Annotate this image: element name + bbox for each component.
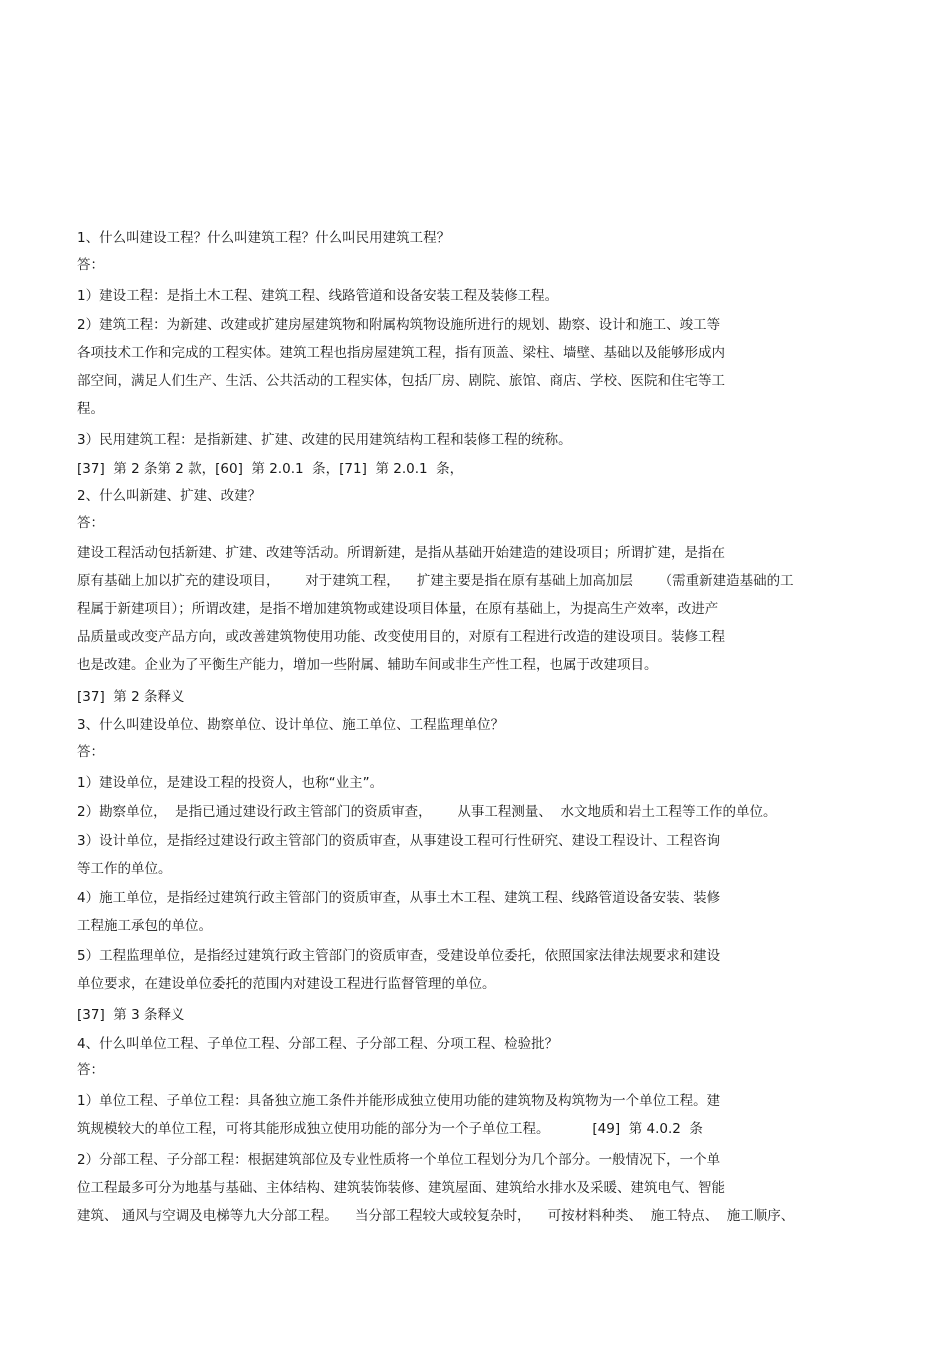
text-line: 原有基础上加以扩充的建设项目， 对于建筑工程， 扩建主要是指在原有基础上加高加层 （需重新建造基础的工 [77, 573, 794, 589]
text-line: [37] 第 2 条第 2 款，[60] 第 2.0.1 条，[71] 第 2.0.1 条， [77, 461, 464, 477]
text-line: 筑规模较大的单位工程，可将其能形成独立使用功能的部分为一个子单位工程。 [49] 第 4.0.2 条 [77, 1121, 703, 1137]
text-line: 程。 [77, 401, 104, 417]
text-line: 1）单位工程、子单位工程：具备独立施工条件并能形成独立使用功能的建筑物及构筑物为一个单位工程。建 [77, 1093, 721, 1109]
text-line: 也是改建。企业为了平衡生产能力，增加一些附属、辅助车间或非生产性工程，也属于改建项目。 [77, 657, 658, 673]
text-line: 4）施工单位，是指经过建筑行政主管部门的资质审查，从事土木工程、建筑工程、线路管道设备安装、装修 [77, 890, 721, 906]
text-line: 各项技术工作和完成的工程实体。建筑工程也指房屋建筑工程，指有顶盖、梁柱、墙壁、基础以及能够形成内 [77, 345, 725, 361]
text-line: 4、什么叫单位工程、子单位工程、分部工程、子分部工程、分项工程、检验批？ [77, 1036, 559, 1052]
text-line: 部空间，满足人们生产、生活、公共活动的工程实体，包括厂房、剧院、旅馆、商店、学校、医院和住宅等工 [77, 373, 725, 389]
text-line: 5）工程监理单位，是指经过建筑行政主管部门的资质审查，受建设单位委托，依照国家法律法规要求和建设 [77, 948, 721, 964]
text-line: 单位要求，在建设单位委托的范围内对建设工程进行监督管理的单位。 [77, 976, 496, 992]
text-line: 答： [77, 515, 104, 531]
text-line: 2、什么叫新建、扩建、改建？ [77, 488, 262, 504]
text-line: 1、什么叫建设工程？什么叫建筑工程？什么叫民用建筑工程？ [77, 230, 451, 246]
text-line: 建筑、 通风与空调及电梯等九大分部工程。 当分部工程较大或较复杂时， 可按材料种类、 施工特点、 施工顺序、 [77, 1208, 795, 1224]
text-line: 答： [77, 257, 104, 273]
text-line: 3、什么叫建设单位、勘察单位、设计单位、施工单位、工程监理单位？ [77, 717, 505, 733]
text-line: 位工程最多可分为地基与基础、主体结构、建筑装饰装修、建筑屋面、建筑给水排水及采暖、建筑电气、智能 [77, 1180, 725, 1196]
text-line: 2）分部工程、子分部工程：根据建筑部位及专业性质将一个单位工程划分为几个部分。一般情况下，一个单 [77, 1152, 721, 1168]
text-line: [37] 第 2 条释义 [77, 689, 185, 705]
text-line: 3）民用建筑工程：是指新建、扩建、改建的民用建筑结构工程和装修工程的统称。 [77, 432, 572, 448]
text-line: 等工作的单位。 [77, 861, 172, 877]
text-line: 程属于新建项目）；所谓改建，是指不增加建筑物或建设项目体量，在原有基础上，为提高生产效率，改进产 [77, 601, 719, 617]
text-line: 答： [77, 744, 104, 760]
text-line: 品质量或改变产品方向，或改善建筑物使用功能、改变使用目的，对原有工程进行改造的建设项目。装修工程 [77, 629, 725, 645]
text-line: 3）设计单位，是指经过建设行政主管部门的资质审查，从事建设工程可行性研究、建设工程设计、工程咨询 [77, 833, 721, 849]
text-line: 工程施工承包的单位。 [77, 918, 212, 934]
text-line: 2）建筑工程：为新建、改建或扩建房屋建筑物和附属构筑物设施所进行的规划、勘察、设计和施工、竣工等 [77, 317, 721, 333]
text-line: 答： [77, 1062, 104, 1078]
text-line: 建设工程活动包括新建、扩建、改建等活动。所谓新建，是指从基础开始建造的建设项目；所谓扩建，是指在 [77, 545, 725, 561]
text-line: 2）勘察单位， 是指已通过建设行政主管部门的资质审查， 从事工程测量、 水文地质和岩土工程等工作的单位。 [77, 804, 777, 820]
text-line: 1）建设工程：是指土木工程、建筑工程、线路管道和设备安装工程及装修工程。 [77, 288, 559, 304]
text-line: [37] 第 3 条释义 [77, 1007, 185, 1023]
text-line: 1）建设单位，是建设工程的投资人，也称“业主”。 [77, 775, 384, 791]
